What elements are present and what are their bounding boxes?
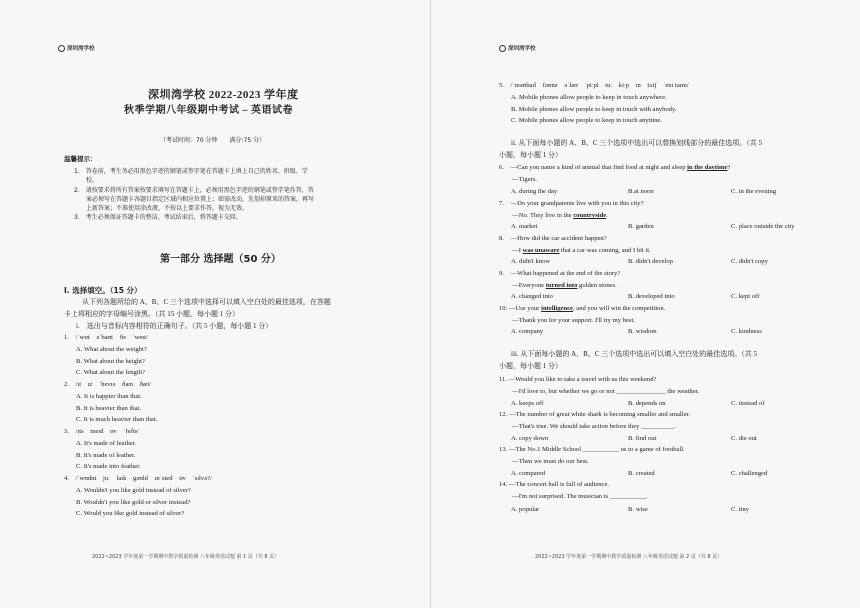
option: C. It's made into feather. [76,463,141,470]
notice-label: 温馨提示： [64,155,97,163]
question-stem: 14. —The concert hall is full of audience. [499,481,610,488]
subsection-iii: 小题，每小题 1 分） [499,362,562,370]
question-stem: 1. /ˈwɒt əˈbaʊt ðə ˈweɪt/ [64,334,148,341]
question-line: —I'd love to, but whether we go or not _______________ the weather. [499,388,700,395]
option: B. wisdom [628,328,657,335]
option: B. find out [628,435,657,442]
question-line: —I was unaware that a car was coming, and I hit it. [499,247,651,254]
option: B. wise [628,506,648,513]
option: C. place outside the city [731,223,795,230]
question-stem: 7. —Do your grandparents live with you in this city? [499,200,644,207]
option: C. Mobile phones allow people to keep in touch anytime. [511,117,663,124]
question-stem: 3. /ɪts meɪd ɒv ˈfeðə/ [64,428,139,435]
option: C. didn't copy [731,258,768,265]
school-logo: 深圳湾学校 [499,44,536,52]
option-row [511,258,768,265]
option-row [511,400,765,407]
page-footer: 2022~2023 学年度第一学期期中教学质量检测 八年级英语试题 第 1 页（共 8 页） [92,554,280,560]
option: B. Wouldn't you like gold or silver instead? [76,499,191,506]
notice-line: 3. 考生必须保证答题卡的整洁，考试结束后，将答题卡交回。 [74,214,242,222]
option: B.at noon [628,188,654,195]
option: C. It is much heavier than that. [76,416,158,423]
option-row [511,293,759,300]
subsection-ii: 小题，每小题 1 分） [499,151,562,159]
notice-line: 校。 [74,177,99,185]
option-row [511,470,767,477]
option: C. Would you like gold instead of silver? [76,510,185,517]
logo-icon [58,45,65,52]
school-title: 深圳湾学校 2022-2023 学年度 [148,89,299,101]
option: C. kindness [731,328,762,335]
subsection-i: i. 选出与音标内容相符的正确句子。（共 5 小题，每小题 1 分） [76,322,273,330]
option: A. What about the weight? [76,346,147,353]
option-row [511,188,776,195]
exam-info: （考试时间：70 分钟 满分:75 分） [160,137,266,144]
option: C. challenged [731,470,768,477]
option: B. developed into [628,293,675,300]
section-desc: 从下列各题所给的 A、B、C 三个选项中选择可以填入空白处的最佳选项，在答题 [82,298,331,306]
option: A. It is happier than that. [76,393,142,400]
subsection-iii: iii. 从下面每小题的 A、B、C 三个选项中选出可以填入空白处的最佳选项。（共 5 [511,350,757,358]
question-line: —Tigers. [499,176,538,183]
question-stem: 4. /ˈwʊdnt juː laɪk gəʊld ɪnˈsted ɒv ˈsɪlvə?/ [64,475,212,482]
section-title: I. 选择填空。（15 分） [64,286,142,295]
option: A. market [511,223,538,230]
question-stem: 6. —Can you name a kind of animal that find food at night and sleep in the daytime? [499,164,731,171]
question-stem: 2. /ɪt ɪz ˈhevɪə ðæn ðæt/ [64,381,151,388]
option: C. in the evening [731,188,777,195]
option: A. during the day [511,188,558,195]
option: A. didn't know [511,258,551,265]
notice-line: 案必须写在答题卡各题目指定区域内相应位置上；如需改动，先划掉原来的答案，再写 [74,195,315,203]
question-stem: 11. —Would you like to take a travel with us this weekend? [499,376,657,383]
question-stem: 5. /ˈməʊbaɪl fəʊnz əˈlaʊ ˈpiːpl tuː kiːp ɪn tʌtʃ ˈenɪ taɪm/ [499,82,689,89]
right-page [430,0,860,608]
option-row [511,223,795,230]
page-footer: 2022~2023 学年度第一学期期中教学质量检测 八年级英语试题 第 2 页（共 8 页） [535,554,723,560]
school-logo: 深圳湾学校 [58,44,95,52]
subsection-ii: ii. 从下面每小题的 A、B、C 三个选项中选出可以替换划线部分的最佳选项。（共 5 [511,139,763,147]
option: A. keeps off [511,400,544,407]
question-stem: 10. —Use your intelligence, and you will win the competition. [499,305,666,312]
option: C. instead of [731,400,765,407]
option: B. created [628,470,655,477]
notice-line: 上新答案；不准使用涂改液，不按以上要求作答，视为无效。 [74,205,249,213]
notice-list [74,167,314,223]
option-row [511,328,762,335]
part-title: 第一部分 选择题（50 分） [160,254,281,265]
option: A. popular [511,506,540,513]
question-stem: 8. —How did the car accident happen? [499,235,607,242]
option: B. What about the height? [76,358,145,365]
option: C. die out [731,435,757,442]
option: C. kept off [731,293,760,300]
notice-line: 1. 答卷前，考生务必用黑色字迹的钢笔或签字笔在答题卡上填上自己的姓名、班级、学 [74,168,308,175]
option: A. copy down [511,435,549,442]
option: B. depends on [628,400,666,407]
question-line: —I'm not surprised. The musician is ___________. [499,493,648,500]
option: B. didn't develop [628,258,673,265]
option: B. It is heavier than that. [76,405,142,412]
section-desc: 卡上将相应的字母编号涂黑。（共 15 小题，每小题 1 分） [64,310,239,318]
question-stem: 12. —The number of great white shark is becoming smaller and smaller. [499,411,690,418]
question-line: —No. They live in the countryside. [499,212,608,219]
exam-title: 秋季学期八年级期中考试 – 英语试卷 [124,105,293,116]
question-line: —That's true. We should take action before they __________. [499,423,676,430]
option: C. tiny [731,506,749,513]
option-row [511,506,749,513]
option: C. What about the length? [76,369,145,376]
option: B. It's made of leather. [76,452,136,459]
option: A. company [511,328,544,335]
option: A. compared [511,470,546,477]
option: A. Wouldn't you like gold instead of silver? [76,487,191,494]
logo-icon [499,45,506,52]
option: A. changed into [511,293,553,300]
option: A. It's made of feather. [76,440,137,447]
question-stem: 9. —What happened at the end of the story? [499,270,621,277]
question-line: —Everyone turned into golden stones. [499,282,617,289]
option-row [511,435,757,442]
question-line: —Then we must do our best. [499,458,589,465]
option: B. Mobile phones allow people to keep in touch with anybody. [511,106,677,113]
option: A. Mobile phones allow people to keep in touch anywhere. [511,94,667,101]
notice-line: 2. 请按要求将所有答案按要求填写在答题卡上，必须用黑色字迹的钢笔或签字笔作答，答 [74,186,314,194]
question-line: —Thank you for your support. I'll try my best. [499,317,635,324]
option: B. garden [628,223,654,230]
question-stem: 13. —The No.1 Middle School ___________ us to a game of football. [499,446,685,453]
